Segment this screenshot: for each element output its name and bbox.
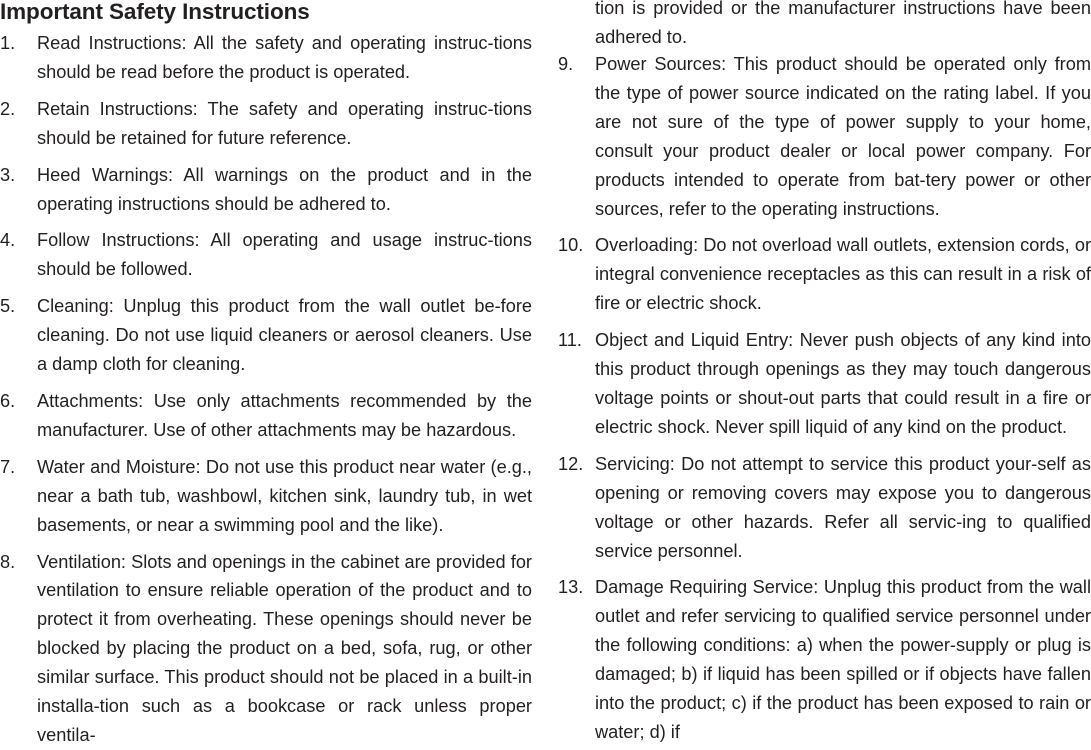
item-number: 13. xyxy=(558,577,584,598)
item-text: Ventilation: Slots and openings in the cabinet are provided for ventilation to ensure reliable operation of the product and to protect it from overheating. These openings should never be blocked by placing the product on a bed, sofa, rug, or other similar surface. This product should not be placed in a built-in installa-tion such as a bookcase or rack unless proper ventila- xyxy=(37,551,532,745)
item-number: 6. xyxy=(0,390,16,411)
item-text: Attachments: Use only attachments recommended by the manufacturer. Use of other attachments may be hazardous. xyxy=(37,390,532,440)
list-item xyxy=(558,50,1091,223)
list-item xyxy=(0,95,532,153)
item-text: Retain Instructions: The safety and operating instruc-tions should be retained for future reference. xyxy=(37,98,532,148)
item-text: Overloading: Do not overload wall outlets, extension cords, or integral convenience receptacles as this can result in a risk of fire or electric shock. xyxy=(595,235,1091,314)
item-number: 9. xyxy=(558,54,574,74)
item-text: Heed Warnings: All warnings on the product and in the operating instructions should be adhered to. xyxy=(37,164,532,214)
item-number: 1. xyxy=(0,33,16,53)
item-text: Servicing: Do not attempt to service this product your-self as opening or removing covers may expose you to dangerous voltage or other hazards. Refer all servic-ing to qualified service personnel. xyxy=(595,453,1091,561)
item-number: 3. xyxy=(0,164,16,185)
list-item xyxy=(0,453,532,540)
page-title: Important Safety Instructions xyxy=(0,0,310,24)
item-text: Power Sources: This product should be operated only from the type of power source indicated on the rating label. If you are not sure of the type of power supply to your home, consult your product dealer or local power company. For products intended to operate from bat-tery power or other sources, refer to the operating instructions. xyxy=(595,54,1091,219)
item-number: 7. xyxy=(0,456,16,477)
item-text: Object and Liquid Entry: Never push objects of any kind into this product through openings as they may touch dangerous voltage points or shout-out parts that could result in a fire or electric shock. Never spill liquid of any kind on the product. xyxy=(595,330,1091,437)
item-number: 10. xyxy=(558,235,584,256)
list-item xyxy=(0,548,532,750)
continued-text: tion is provided or the manufacturer instructions have been adhered to. xyxy=(595,0,1091,47)
item-text: Cleaning: Unplug this product from the wall outlet be-fore cleaning. Do not use liquid cleaners or aerosol cleaners. Use a damp cloth for cleaning. xyxy=(37,296,532,375)
item-text: Damage Requiring Service: Unplug this product from the wall outlet and refer servicing to qualified service personnel under the following conditions: a) when the power-supply or plug is damaged; b) if liquid has been spilled or if objects have fallen into the product; c) if the product has been exposed to rain or water; d) if xyxy=(595,577,1091,742)
list-item xyxy=(558,231,1091,318)
list-item xyxy=(558,326,1091,442)
list-item xyxy=(0,29,532,87)
list-item xyxy=(0,161,532,219)
list-item xyxy=(0,226,532,284)
list-item xyxy=(0,387,532,445)
list-item xyxy=(558,450,1091,566)
item-number: 4. xyxy=(0,230,16,251)
item-text: Follow Instructions: All operating and usage instruc-tions should be followed. xyxy=(37,230,532,280)
item-number: 11. xyxy=(558,330,582,351)
right-column xyxy=(558,0,1091,747)
item-number: 12. xyxy=(558,453,584,474)
item-text: Water and Moisture: Do not use this product near water (e.g., near a bath tub, washbowl, kitchen sink, laundry tub, in wet basements, or near a swimming pool and the like). xyxy=(37,456,532,535)
list-item xyxy=(0,292,532,379)
left-column xyxy=(0,0,532,750)
item-number: 8. xyxy=(0,551,16,572)
item-text: Read Instructions: All the safety and operating instruc-tions should be read before the product is operated. xyxy=(37,33,532,82)
right-instruction-list xyxy=(558,50,1091,747)
item-number: 5. xyxy=(0,296,16,317)
list-item xyxy=(558,573,1091,746)
left-instruction-list xyxy=(0,29,532,750)
item-number: 2. xyxy=(0,98,16,119)
